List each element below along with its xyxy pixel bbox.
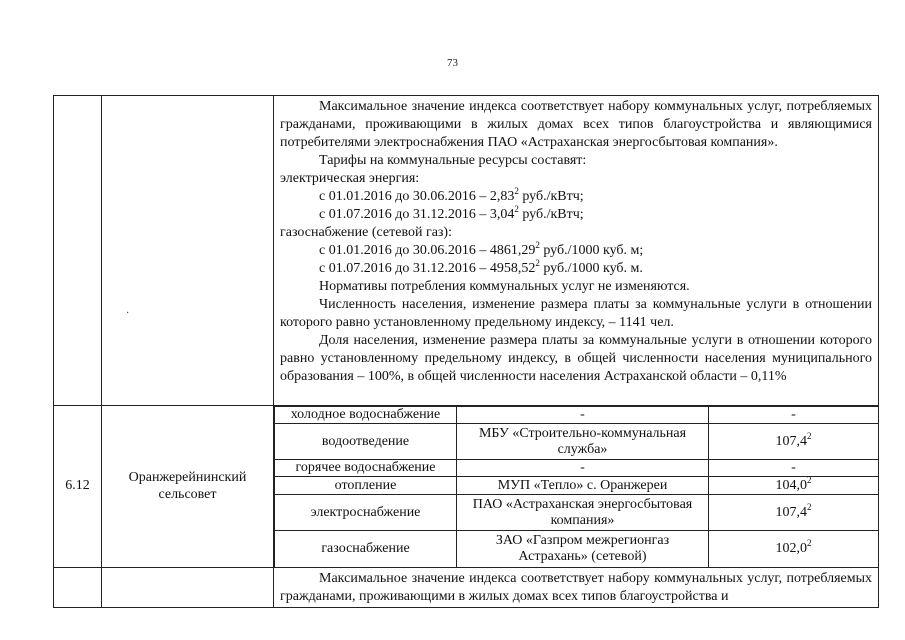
municipal-tariff-table — [53, 95, 879, 608]
service-row — [275, 424, 879, 460]
index-description: Максимальное значение индекса соответствует набору коммунальных услуг, потребляемых гражданами, проживающими в жилых домах всех типов благоустройства и являющимися потребителями электроснабжения ПАО «Астраханская энергосбытовая компания». — [280, 99, 872, 150]
service-provider: МБУ «Строительно-коммунальная служба» — [457, 424, 709, 460]
service-name: газоснабжение — [275, 531, 457, 567]
service-provider: - — [457, 460, 709, 477]
cell-name-empty — [102, 96, 274, 406]
service-provider: МУП «Тепло» с. Оранжереи — [457, 477, 709, 495]
cell-name-empty — [102, 567, 274, 607]
service-provider: ПАО «Астраханская энергосбытовая компания» — [457, 495, 709, 531]
scan-mark: · — [126, 308, 130, 319]
service-row — [275, 407, 879, 424]
service-name: горячее водоснабжение — [275, 460, 457, 477]
service-provider: - — [457, 407, 709, 424]
gas-heading: газоснабжение (сетевой газ): — [280, 225, 452, 240]
description-cell-next — [274, 567, 879, 607]
page-number: 73 — [447, 57, 458, 69]
population-count: Численность населения, изменение размера платы за коммунальные услуги в отношении которого равно установленному предельному индексу, – 1141 чел. — [280, 297, 872, 330]
cell-number-empty — [54, 96, 102, 406]
services-cell — [274, 406, 879, 568]
tariffs-heading: Тарифы на коммунальные ресурсы составят: — [319, 153, 587, 168]
cell-number-empty — [54, 567, 102, 607]
service-row — [275, 531, 879, 567]
table-row-continuation-next — [54, 567, 879, 607]
tariff-line: с 01.07.2016 до 31.12.2016 – 4958,52$^2$ руб./1000 куб. м. — [319, 258, 643, 276]
service-name: водоотведение — [275, 424, 457, 460]
service-provider: ЗАО «Газпром межрегионгаз Астрахань» (сетевой) — [457, 531, 709, 567]
service-index: 102,0$^2$ — [709, 531, 879, 567]
service-row — [275, 495, 879, 531]
service-name: холодное водоснабжение — [275, 407, 457, 424]
municipality-name: Оранжерейнинский сельсовет — [102, 406, 274, 568]
row-number: 6.12 — [54, 406, 102, 568]
description-cell — [274, 96, 879, 406]
table-row-6-12 — [54, 406, 879, 568]
service-index: 107,4$^2$ — [709, 495, 879, 531]
service-row — [275, 460, 879, 477]
service-index: 107,4$^2$ — [709, 424, 879, 460]
service-index: - — [709, 460, 879, 477]
service-index: 104,0$^2$ — [709, 477, 879, 495]
service-index: - — [709, 407, 879, 424]
electricity-heading: электрическая энергия: — [280, 171, 420, 186]
service-name: отопление — [275, 477, 457, 495]
tariff-line: с 01.01.2016 до 30.06.2016 – 4861,29$^2$ руб./1000 куб. м; — [319, 240, 644, 258]
tariff-line: с 01.01.2016 до 30.06.2016 – 2,83$^2$ руб./кВтч; — [319, 186, 584, 204]
population-share: Доля населения, изменение размера платы за коммунальные услуги в отношении которого равно установленному предельному индексу, в общей численности населения муниципального образования – 100%, в общей численности населения Астраханской области – 0,11% — [280, 333, 872, 384]
norms-statement: Нормативы потребления коммунальных услуг не изменяются. — [319, 279, 690, 294]
services-table — [274, 406, 878, 567]
service-name: электроснабжение — [275, 495, 457, 531]
tariff-line: с 01.07.2016 до 31.12.2016 – 3,04$^2$ руб./кВтч; — [319, 204, 584, 222]
service-row — [275, 477, 879, 495]
index-description: Максимальное значение индекса соответствует набору коммунальных услуг, потребляемых гражданами, проживающими в жилых домах всех типов благоустройства и — [280, 570, 872, 604]
table-row-continuation — [54, 96, 879, 406]
